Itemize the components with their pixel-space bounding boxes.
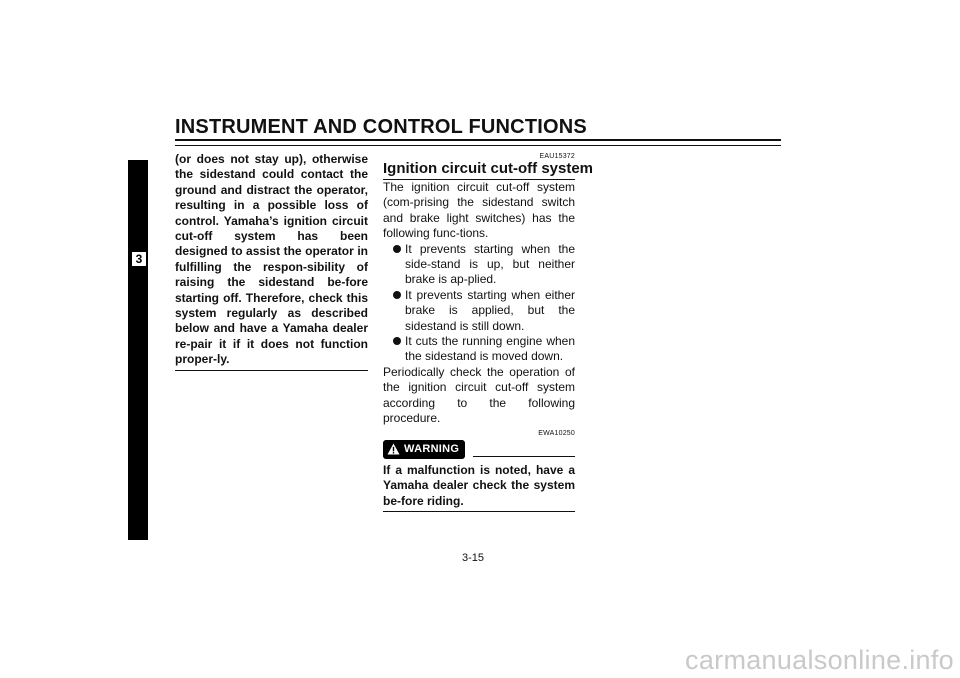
section-heading: Ignition circuit cut-off system: [383, 161, 575, 180]
section-intro: The ignition circuit cut-off system (com-prising the sidestand switch and brake light switches) has the following func-tions.: [383, 180, 575, 241]
list-item: [383, 288, 575, 334]
left-column-text: (or does not stay up), otherwise the sidestand could contact the ground and distract the operator, resulting in a possible loss of control. Yamaha’s ignition circuit cut-off system has been designed to assist the operator in fulfilling the respon-sibility of raising the sidestand be-fore starting off. Therefore, check this system regularly as described below and have a Yamaha dealer re-pair it if it does not function proper-ly.: [175, 152, 368, 367]
list-item-text: It cuts the running engine when the sidestand is moved down.: [405, 334, 575, 364]
bullet-icon: [393, 245, 401, 253]
warning-label: WARNING: [404, 442, 460, 455]
middle-column: [383, 152, 594, 512]
warning-header: [383, 440, 575, 459]
chapter-number: 3: [132, 252, 146, 266]
warning-code: EWA10250: [538, 429, 575, 437]
warning-rule: [473, 456, 575, 457]
left-column: [175, 152, 368, 371]
section-code: EAU15372: [539, 153, 575, 160]
left-column-rule: [175, 370, 368, 371]
section-outro: Periodically check the operation of the ignition circuit cut-off system according to the following procedure.: [383, 364, 575, 426]
page-number: 3-15: [462, 552, 485, 564]
page-title: INSTRUMENT AND CONTROL FUNCTIONS: [175, 116, 587, 138]
list-item-text: It prevents starting when the side-stand is up, but neither brake is ap-plied.: [405, 241, 575, 287]
function-list: [383, 242, 575, 365]
watermark: carmanualsonline.info: [685, 645, 954, 675]
list-item-text: It prevents starting when either brake is applied, but the sidestand is still down.: [405, 287, 575, 333]
list-item: [383, 334, 575, 365]
list-item: [383, 242, 575, 288]
warning-badge: [383, 440, 465, 459]
title-rule: [175, 139, 781, 146]
chapter-tab: [128, 160, 148, 540]
bullet-icon: [393, 337, 401, 345]
bullet-icon: [393, 291, 401, 299]
warning-text: If a malfunction is noted, have a Yamaha dealer check the system be-fore riding.: [383, 463, 575, 512]
warning-triangle-icon: [387, 443, 400, 455]
